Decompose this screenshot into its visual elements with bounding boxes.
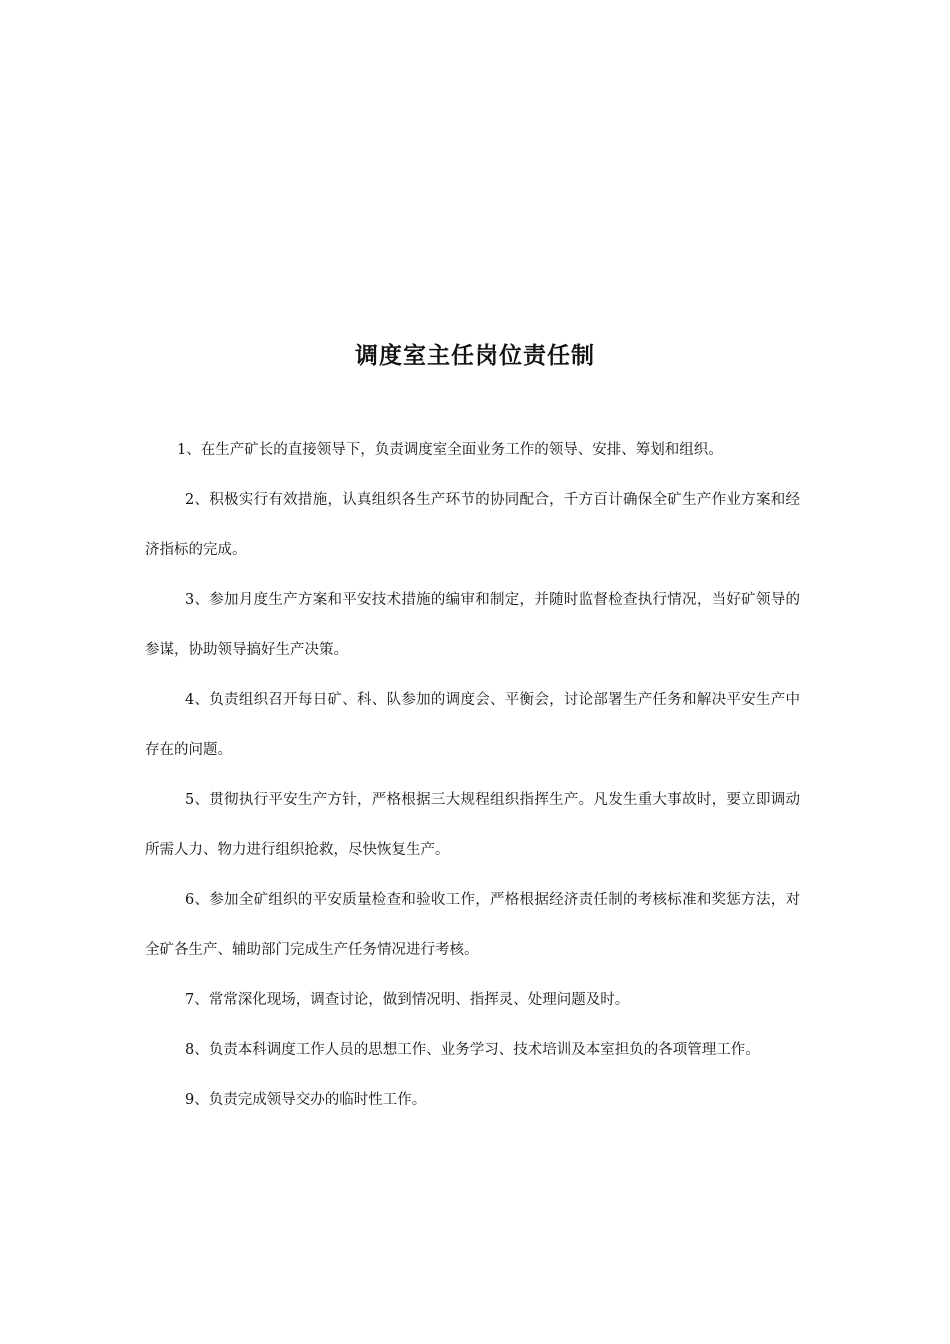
paragraph-4: 4、负责组织召开每日矿、科、队参加的调度会、平衡会，讨论部署生产任务和解决平安生产中存在的问题。	[145, 692, 800, 758]
paragraph-2: 2、积极实行有效措施，认真组织各生产环节的协同配合，千方百计确保全矿生产作业方案和经济指标的完成。	[145, 492, 800, 558]
paragraph-8: 8、负责本科调度工作人员的思想工作、业务学习、技术培训及本室担负的各项管理工作。	[185, 1042, 760, 1058]
paragraph-3: 3、参加月度生产方案和平安技术措施的编审和制定，并随时监督检查执行情况，当好矿领导的参谋，协助领导搞好生产决策。	[145, 592, 800, 658]
document-body	[145, 425, 800, 1125]
paragraph-6: 6、参加全矿组织的平安质量检查和验收工作，严格根据经济责任制的考核标准和奖惩方法，对全矿各生产、辅助部门完成生产任务情况进行考核。	[145, 892, 800, 958]
paragraph-1: 1、在生产矿长的直接领导下，负责调度室全面业务工作的领导、安排、筹划和组织。	[177, 442, 723, 458]
paragraph-5: 5、贯彻执行平安生产方针，严格根据三大规程组织指挥生产。凡发生重大事故时，要立即调动所需人力、物力进行组织抢救，尽快恢复生产。	[145, 792, 800, 858]
paragraph-7: 7、常常深化现场，调查讨论，做到情况明、指挥灵、处理问题及时。	[185, 992, 630, 1008]
paragraph-9: 9、负责完成领导交办的临时性工作。	[185, 1092, 427, 1108]
document-title: 调度室主任岗位责任制	[355, 343, 595, 369]
